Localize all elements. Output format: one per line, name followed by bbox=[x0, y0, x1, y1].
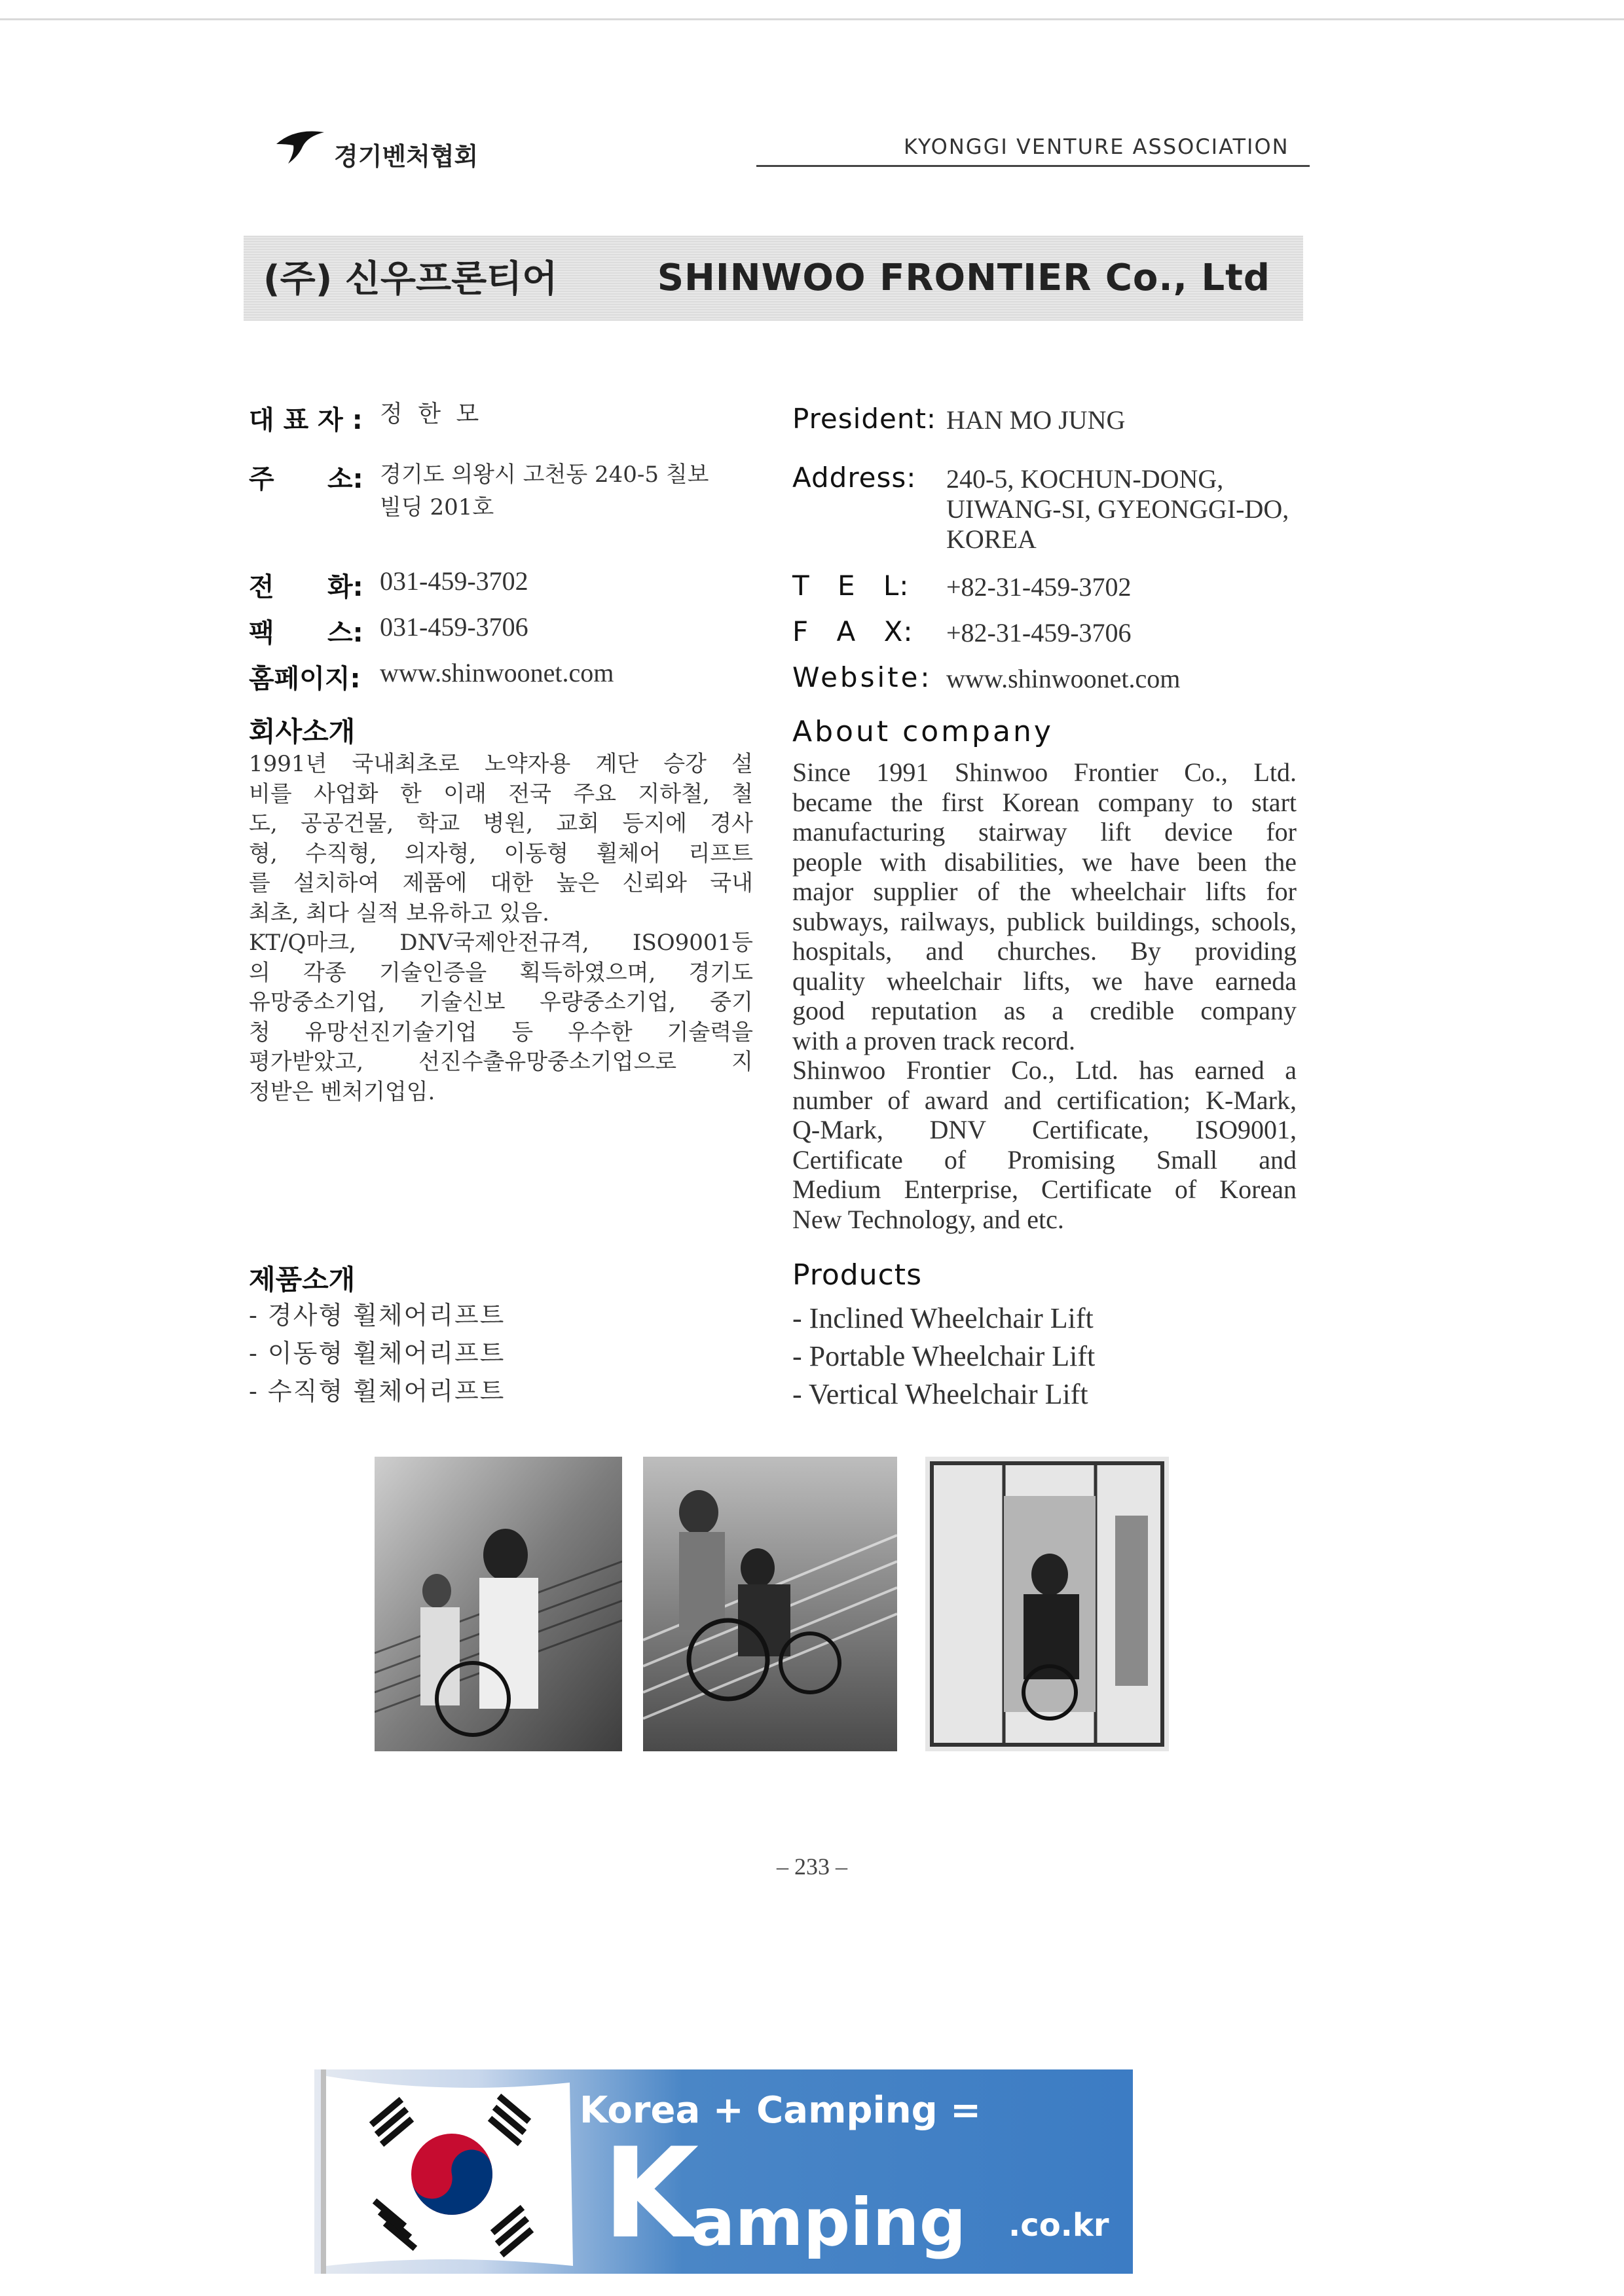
ceo-label: 대 표 자 : bbox=[249, 405, 363, 435]
fax-label-ko-1: 팩 bbox=[249, 618, 274, 648]
president-value: HAN MO JUNG bbox=[946, 405, 1126, 435]
address-line3-en: KOREA bbox=[946, 524, 1037, 554]
company-name-en: SHINWOO FRONTIER Co., Ltd bbox=[657, 257, 1270, 299]
about-line-ko: 비를 사업화 한 이래 전국 주요 지하철, 철 bbox=[249, 780, 753, 807]
web-value-en[interactable]: www.shinwoonet.com bbox=[946, 664, 1181, 693]
kamping-banner[interactable] bbox=[314, 2069, 1133, 2274]
products-title-en: Products bbox=[792, 1258, 922, 1292]
address-line1-ko: 경기도 의왕시 고천동 240-5 칠보 bbox=[380, 462, 709, 488]
ceo-value: 정 한 모 bbox=[380, 401, 483, 428]
header-divider bbox=[756, 165, 1310, 167]
fax-value-en: +82-31-459-3706 bbox=[946, 618, 1132, 647]
address-row-ko bbox=[249, 458, 709, 520]
product-item-ko: - 이동형 휠체어리프트 bbox=[249, 1339, 506, 1368]
tel-label-ko-2: 화: bbox=[327, 572, 363, 602]
product-item-ko: - 수직형 휠체어리프트 bbox=[249, 1377, 506, 1406]
address-line2-en: UIWANG-SI, GYEONGGI-DO, bbox=[946, 494, 1289, 524]
products-list-en bbox=[792, 1300, 1095, 1413]
fax-row-ko bbox=[249, 612, 528, 649]
association-name-ko: 경기벤처협회 bbox=[334, 142, 479, 171]
president-label: President: bbox=[792, 403, 937, 435]
top-scan-rule bbox=[0, 18, 1624, 20]
about-line-en: New Technology, and etc. bbox=[792, 1204, 1064, 1234]
president-row bbox=[792, 403, 1126, 435]
about-line-ko: 형, 수직형, 의자형, 이동형 휠체어 리프트 bbox=[249, 840, 753, 867]
banner-brand-name: amping bbox=[691, 2184, 967, 2261]
about-line-en: Certificate of Promising Small and bbox=[792, 1144, 1297, 1175]
address-line2-ko: 빌딩 201호 bbox=[380, 494, 494, 520]
about-line-ko: 평가받았고, 선진수출유망중소기업으로 지 bbox=[249, 1049, 753, 1075]
web-value-ko[interactable]: www.shinwoonet.com bbox=[380, 658, 614, 687]
about-line-ko: 의 각종 기술인증을 획득하였으며, 경기도 bbox=[249, 959, 753, 986]
products-list-ko bbox=[249, 1296, 505, 1410]
about-line-ko: 유망중소기업, 기술신보 우량중소기업, 중기 bbox=[249, 989, 753, 1015]
web-label-en: Website: bbox=[792, 661, 932, 693]
about-line-en: number of award and certification; K-Mark, bbox=[792, 1085, 1297, 1115]
tel-value-en: +82-31-459-3702 bbox=[946, 572, 1132, 602]
fax-label-en: F A X: bbox=[792, 615, 913, 647]
about-line-en: hospitals, and churches. By providing bbox=[792, 936, 1297, 966]
web-label-ko: 홈페이지: bbox=[249, 664, 361, 694]
about-body-en bbox=[792, 757, 1297, 1234]
swallow-logo-icon bbox=[275, 124, 327, 170]
about-body-ko bbox=[249, 750, 753, 1107]
company-title-band bbox=[244, 236, 1303, 321]
korean-flag-icon bbox=[314, 2069, 576, 2274]
web-row-ko bbox=[249, 658, 614, 695]
address-label-ko-1: 주 bbox=[249, 464, 274, 494]
about-line-en: Q-Mark, DNV Certificate, ISO9001, bbox=[792, 1115, 1297, 1144]
about-title-en: About company bbox=[792, 715, 1054, 748]
page-number: – 233 – bbox=[777, 1853, 847, 1880]
banner-tagline: Korea + Camping = bbox=[580, 2089, 982, 2132]
ceo-row bbox=[249, 399, 483, 437]
about-line-en: quality wheelchair lifts, we have earneda bbox=[792, 966, 1297, 996]
about-line-en: subways, railways, publick buildings, schools, bbox=[792, 906, 1297, 936]
banner-brand-domain: .co.kr bbox=[1008, 2207, 1109, 2244]
association-logo bbox=[275, 124, 557, 170]
company-name-ko: (주) 신우프론티어 bbox=[263, 258, 558, 301]
fax-row-en bbox=[792, 615, 1132, 647]
about-line-ko: 청 유망선진기술기업 등 우수한 기술력을 bbox=[249, 1019, 753, 1046]
photo-portable-lift bbox=[643, 1457, 897, 1751]
about-line-en: people with disabilities, we have been the bbox=[792, 847, 1297, 877]
product-item-en: - Portable Wheelchair Lift bbox=[792, 1340, 1096, 1372]
product-item-en: - Inclined Wheelchair Lift bbox=[792, 1302, 1094, 1334]
about-line-en: good reputation as a credible company bbox=[792, 996, 1297, 1025]
about-line-ko: 1991년 국내최초로 노약자용 계단 승강 설 bbox=[249, 751, 753, 777]
web-row-en bbox=[792, 661, 1181, 693]
about-line-en: with a proven track record. bbox=[792, 1025, 1076, 1055]
banner-brand-k: K bbox=[602, 2121, 699, 2266]
about-line-en: major supplier of the wheelchair lifts for bbox=[792, 877, 1297, 906]
about-line-en: became the first Korean company to start bbox=[792, 787, 1297, 817]
about-line-ko: 를 설치하여 제품에 대한 높은 신뢰와 국내 bbox=[249, 870, 753, 896]
address-line1-en: 240-5, KOCHUN-DONG, bbox=[946, 464, 1224, 494]
about-line-en: Since 1991 Shinwoo Frontier Co., Ltd. bbox=[792, 757, 1297, 787]
address-label-ko-2: 소: bbox=[327, 464, 363, 494]
product-item-ko: - 경사형 휠체어리프트 bbox=[249, 1301, 506, 1330]
tel-row-ko bbox=[249, 566, 528, 604]
tel-row-en bbox=[792, 570, 1132, 602]
product-item-en: - Vertical Wheelchair Lift bbox=[792, 1378, 1088, 1410]
fax-value-ko: 031-459-3706 bbox=[380, 612, 528, 642]
tel-label-ko-1: 전 bbox=[249, 572, 274, 602]
photo-inclined-lift bbox=[375, 1457, 622, 1751]
photo-vertical-lift bbox=[925, 1457, 1169, 1751]
about-line-en: Medium Enterprise, Certificate of Korean bbox=[792, 1175, 1297, 1204]
about-line-ko: 최초, 최다 실적 보유하고 있음. bbox=[249, 900, 549, 926]
about-line-en: Shinwoo Frontier Co., Ltd. has earned a bbox=[792, 1055, 1297, 1085]
about-line-ko: 도, 공공건물, 학교 병원, 교회 등지에 경사 bbox=[249, 811, 753, 837]
tel-value-ko: 031-459-3702 bbox=[380, 566, 528, 596]
about-title-ko: 회사소개 bbox=[249, 716, 356, 748]
address-row-en bbox=[792, 462, 1289, 554]
about-line-en: manufacturing stairway lift device for bbox=[792, 817, 1297, 847]
about-line-ko: KT/Q마크, DNV국제안전규격, ISO9001등 bbox=[249, 930, 753, 956]
association-name-en: KYONGGI VENTURE ASSOCIATION bbox=[904, 134, 1289, 159]
fax-label-ko-2: 스: bbox=[327, 618, 363, 648]
about-line-ko: 정받은 벤처기업임. bbox=[249, 1078, 435, 1105]
address-label-en: Address: bbox=[792, 462, 917, 494]
products-title-ko: 제품소개 bbox=[249, 1264, 356, 1296]
tel-label-en: T E L: bbox=[792, 570, 910, 602]
